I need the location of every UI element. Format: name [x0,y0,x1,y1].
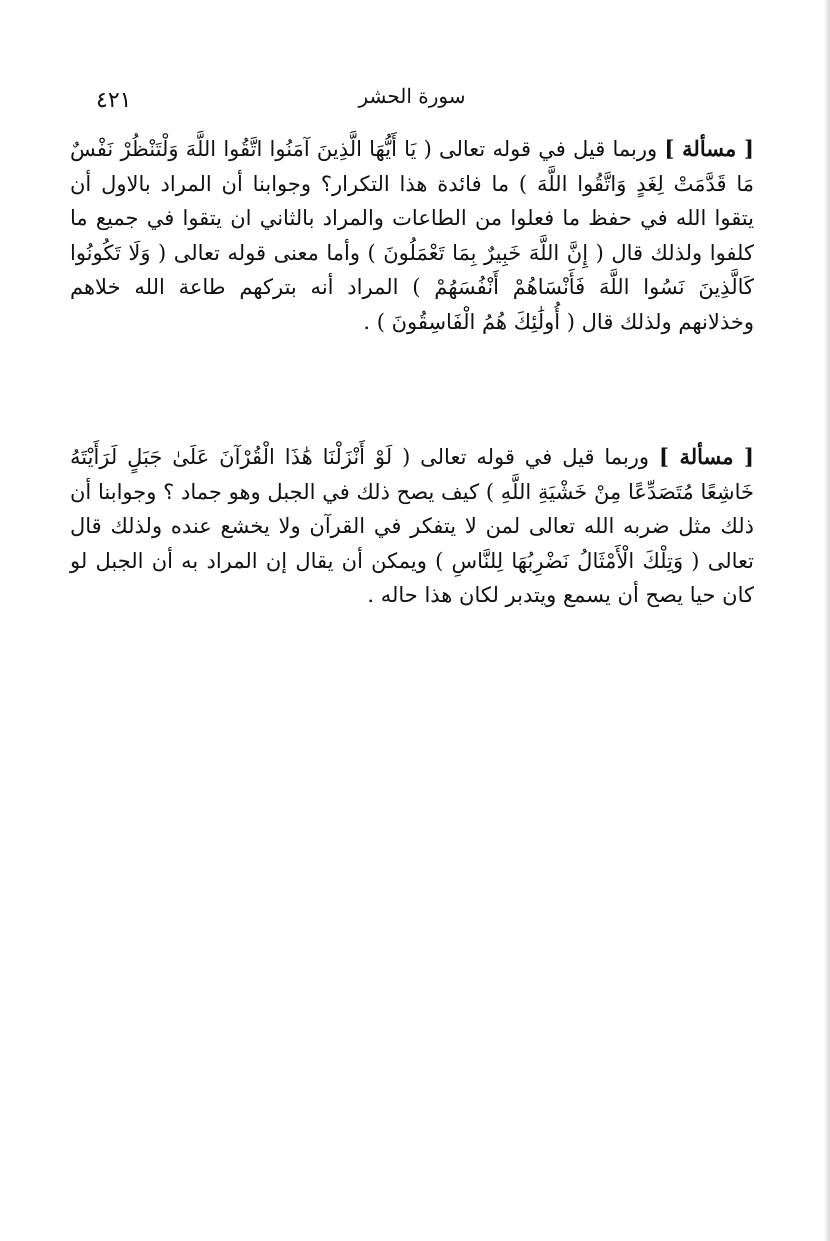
page-header [70,84,754,118]
question-paragraph-1 [70,132,754,339]
question-paragraph-2 [70,440,754,613]
page-edge-shadow [824,0,830,1241]
question-label: [ مسألة ] [664,136,754,161]
question-text: وربما قيل في قوله تعالى ( لَوْ أَنْزَلْنَا هَٰذَا الْقُرْآنَ عَلَىٰ جَبَلٍ لَرَأَيْتَهُ خَاشِعًا مُتَصَدِّعًا مِنْ خَشْيَةِ اللَّهِ ) كيف يصح ذلك في الجبل وهو جماد ؟ وجوابنا أن ذلك مثل ضربه الله تعالى لمن لا يتفكر في القرآن ولا يخشع عنده ولذلك قال تعالى ( وَتِلْكَ الْأَمْثَالُ نَضْرِبُهَا لِلنَّاسِ ) ويمكن أن يقال إن المراد به أن الجبل لو كان حيا يصح أن يسمع ويتدبر لكان هذا حاله . [70,445,754,607]
question-text: وربما قيل في قوله تعالى ( يَا أَيُّهَا الَّذِينَ آمَنُوا اتَّقُوا اللَّهَ وَلْتَنْظُرْ نَفْسٌ مَا قَدَّمَتْ لِغَدٍ وَاتَّقُوا اللَّهَ ) ما فائدة هذا التكرار؟ وجوابنا أن المراد بالاول أن يتقوا الله في حفظ ما فعلوا من الطاعات والمراد بالثاني ان يتقوا في جميع ما كلفوا ولذلك قال ( إِنَّ اللَّهَ خَبِيرٌ بِمَا تَعْمَلُونَ ) وأما معنى قوله تعالى ( وَلَا تَكُونُوا كَالَّذِينَ نَسُوا اللَّهَ فَأَنْسَاهُمْ أَنْفُسَهُمْ ) المراد أنه بتركهم طاعة الله خلاهم وخذلانهم ولذلك قال ( أُولَٰئِكَ هُمُ الْفَاسِقُونَ ) . [70,137,754,334]
page-number: ٤٢١ [96,88,132,113]
question-label: [ مسألة ] [658,444,754,469]
running-title: سورة الحشر [358,84,466,108]
